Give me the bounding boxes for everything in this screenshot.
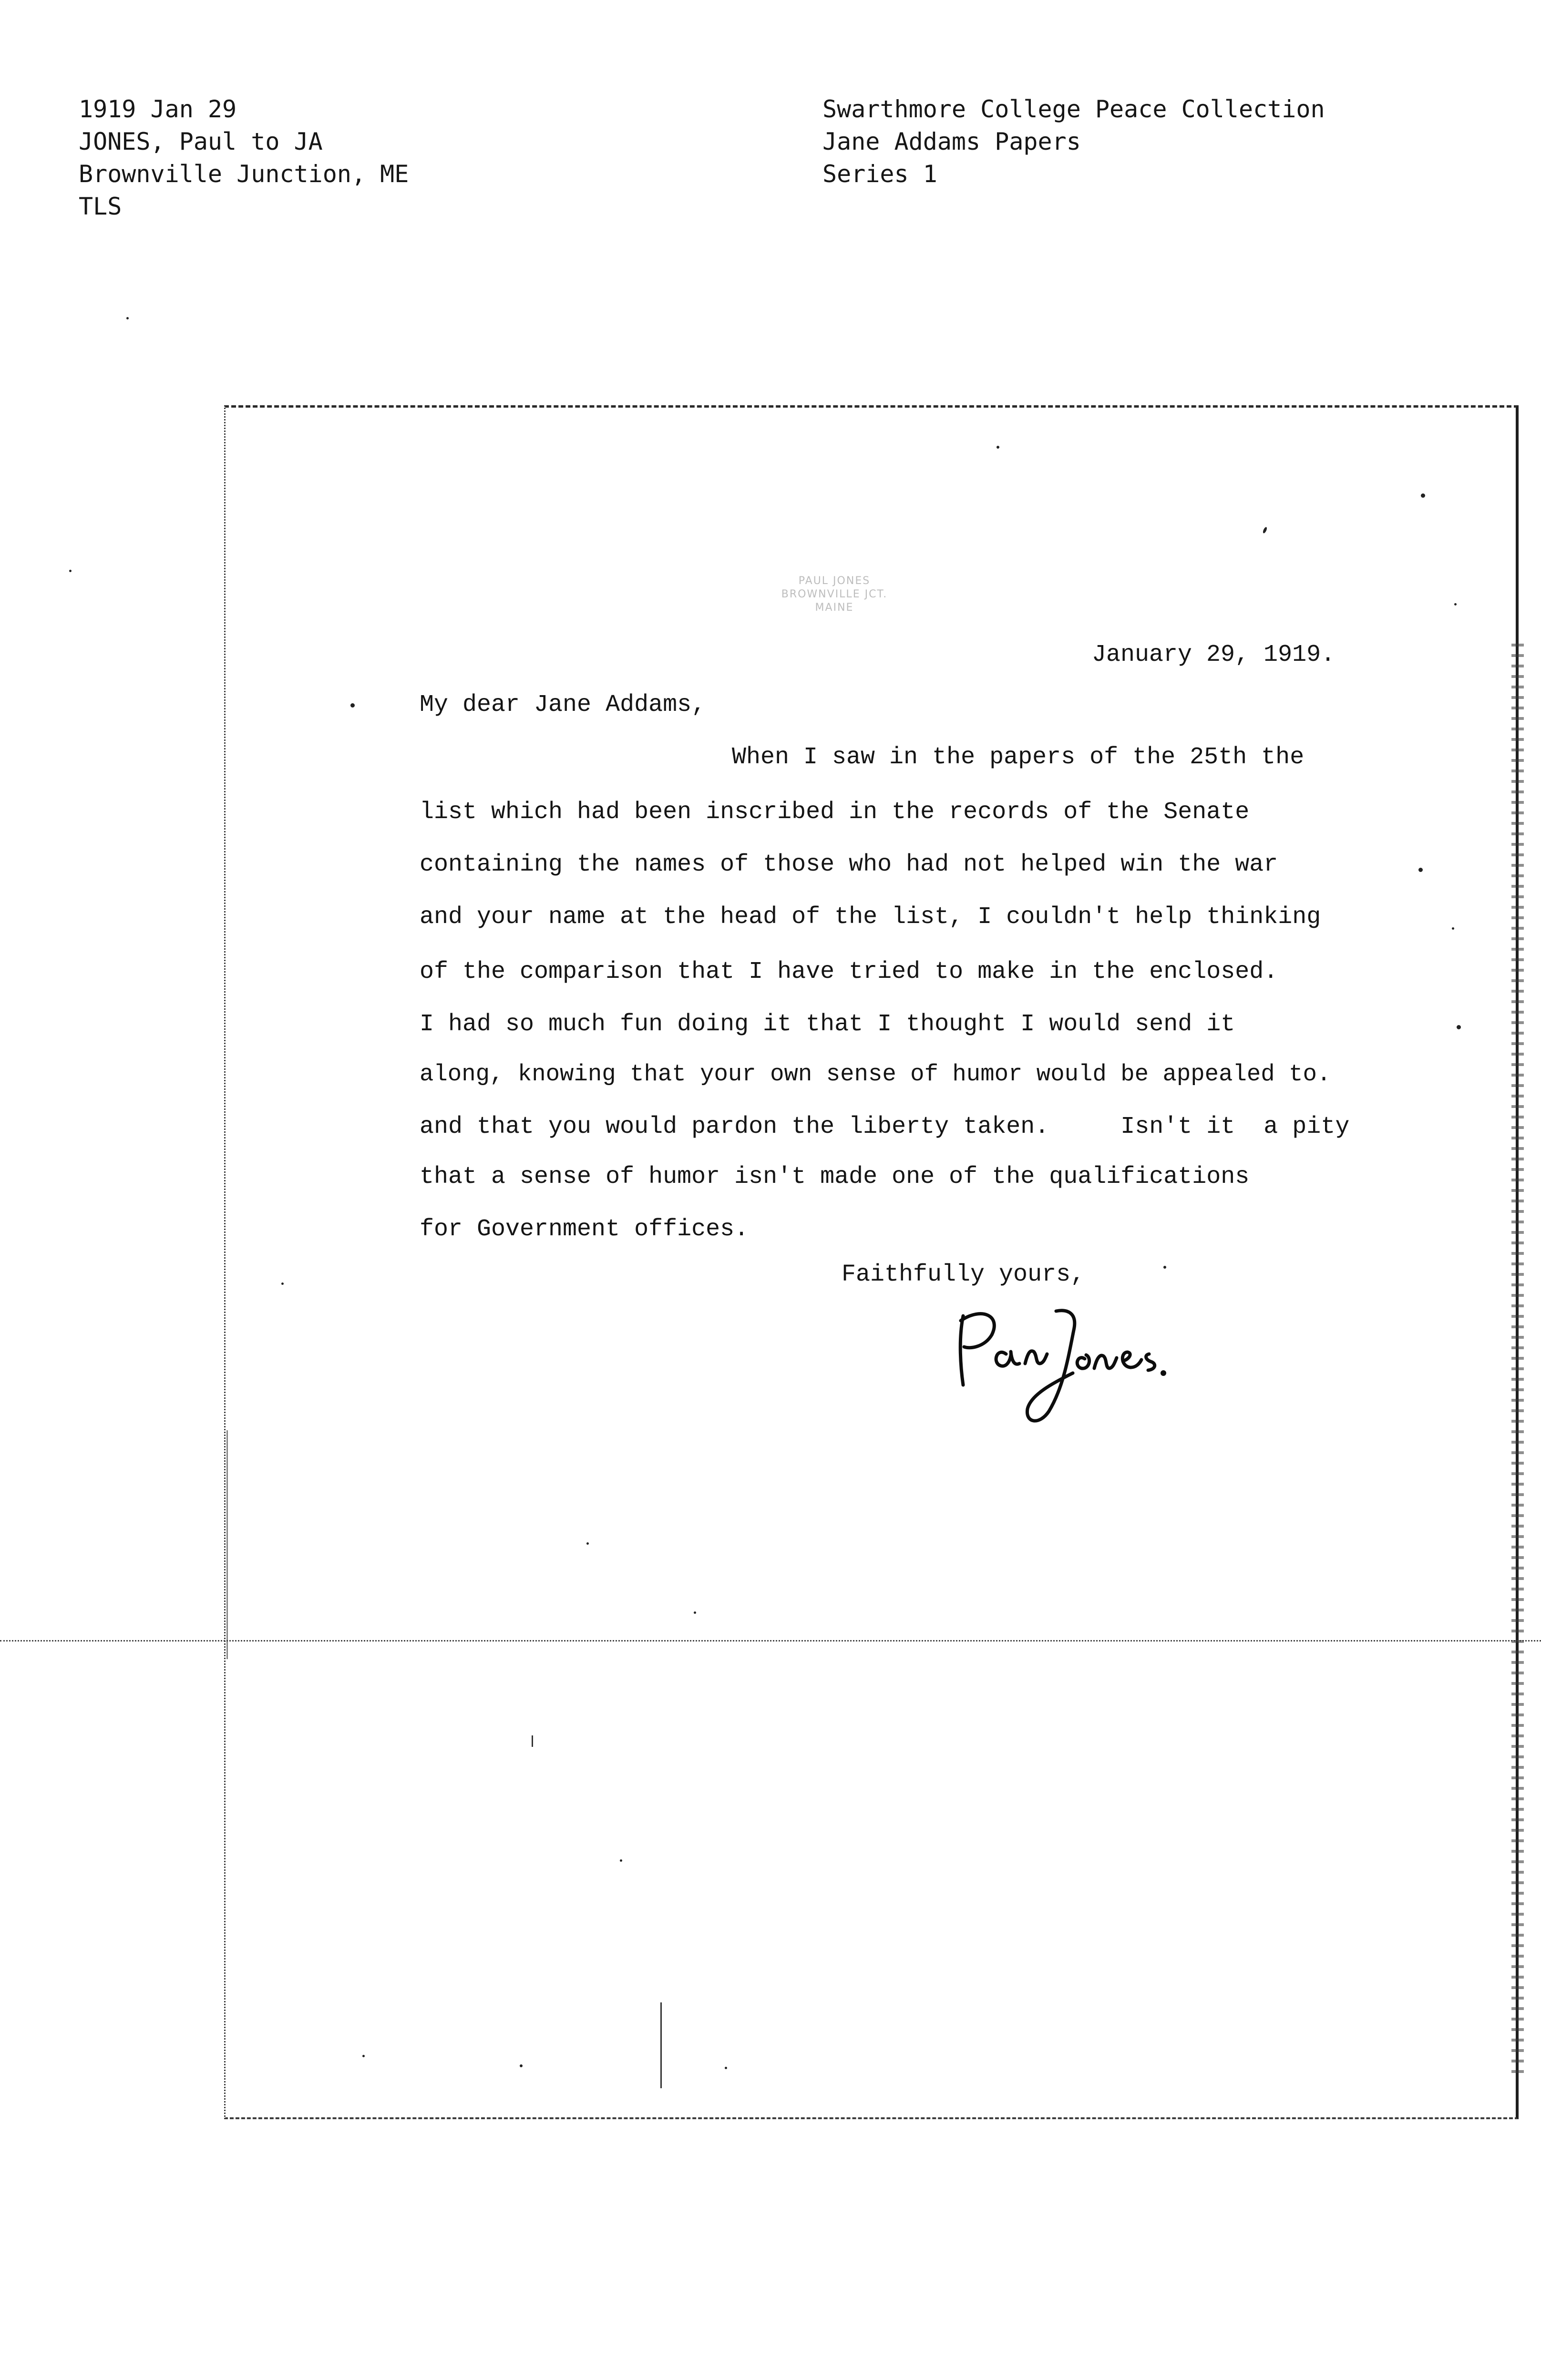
- scan-speck: [520, 2064, 523, 2067]
- body-line: list which had been inscribed in the records of the Senate: [420, 799, 1250, 826]
- body-line: that a sense of humor isn't made one of the qualifications: [420, 1163, 1250, 1190]
- body-line: I had so much fun doing it that I thought I would send it: [420, 1011, 1235, 1038]
- scan-mark: [532, 1735, 533, 1747]
- archive-papers: Jane Addams Papers: [822, 128, 1081, 155]
- scan-speck: [1454, 603, 1457, 605]
- archive-correspondent: JONES, Paul to JA: [79, 128, 323, 155]
- letterhead-place: BROWNVILLE JCT.: [781, 588, 888, 600]
- scan-speck: [694, 1611, 696, 1614]
- archive-metadata-right: [822, 93, 1325, 190]
- scan-speck: [997, 446, 999, 449]
- letterhead-name: PAUL JONES: [798, 575, 871, 587]
- scan-speck: [1457, 1025, 1461, 1029]
- scan-speck: [725, 2067, 727, 2069]
- scan-speck: [1418, 868, 1423, 872]
- archive-doc-type: TLS: [79, 193, 122, 220]
- body-line: for Government offices.: [420, 1216, 749, 1243]
- fold-line: [0, 1640, 1541, 1641]
- scan-speck: [281, 1282, 284, 1285]
- body-line: and that you would pardon the liberty taken. Isn't it a pity: [420, 1113, 1350, 1140]
- scan-edge-artifact: [1511, 644, 1524, 2074]
- letter-closing: Faithfully yours,: [842, 1261, 1085, 1288]
- scan-speck: [1452, 927, 1454, 930]
- archive-date: 1919 Jan 29: [79, 95, 237, 123]
- body-line: and your name at the head of the list, I couldn't help thinking: [420, 903, 1321, 931]
- archive-series: Series 1: [822, 160, 937, 188]
- scan-speck: [69, 570, 72, 572]
- scan-mark: [226, 1430, 228, 1659]
- letter-salutation: My dear Jane Addams,: [420, 691, 706, 718]
- archive-collection: Swarthmore College Peace Collection: [822, 95, 1325, 123]
- body-line: When I saw in the papers of the 25th the: [732, 744, 1305, 771]
- letterhead-embossed: [744, 574, 925, 615]
- scan-speck: [1421, 493, 1425, 498]
- handwritten-signature: [949, 1302, 1216, 1435]
- body-line: of the comparison that I have tried to make in the enclosed.: [420, 958, 1278, 985]
- letterhead-state: MAINE: [815, 602, 854, 614]
- body-line: containing the names of those who had not helped win the war: [420, 851, 1278, 878]
- archive-place: Brownville Junction, ME: [79, 160, 409, 188]
- scan-speck: [586, 1542, 589, 1545]
- scan-speck: [1163, 1266, 1166, 1269]
- letter-date: January 29, 1919.: [1092, 641, 1336, 668]
- scan-speck: [350, 703, 355, 708]
- scan-mark: [660, 2002, 662, 2088]
- archive-metadata-left: [79, 93, 409, 223]
- scan-speck: [362, 2055, 365, 2057]
- body-line: along, knowing that your own sense of humor would be appealed to.: [420, 1061, 1331, 1087]
- scan-speck: [620, 1859, 622, 1862]
- scan-speck: [126, 317, 129, 319]
